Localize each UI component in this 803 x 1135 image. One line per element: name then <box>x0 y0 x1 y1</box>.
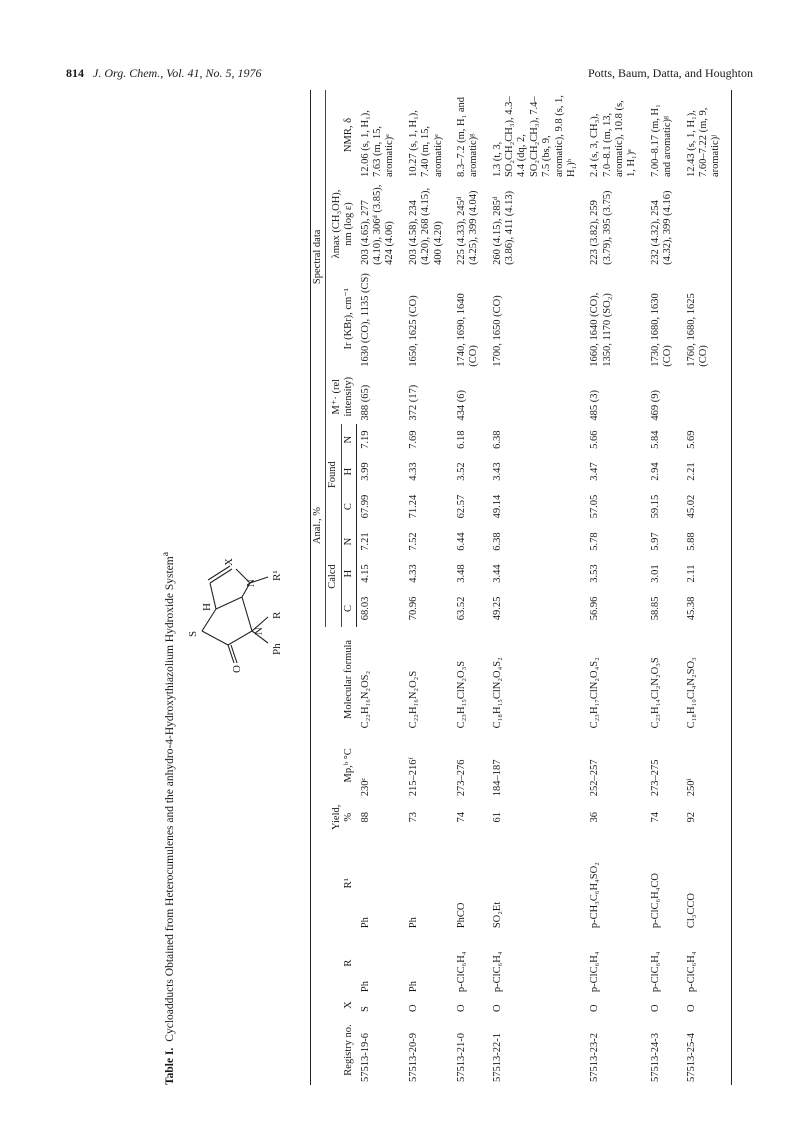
col-ir: Ir (KBr), cm⁻¹ <box>343 288 355 350</box>
header-left <box>66 66 262 81</box>
rotated-table <box>160 90 800 1085</box>
cell-registry: 57513-23-2 <box>589 1033 601 1082</box>
table-footnote-mark: a <box>160 552 171 557</box>
cell-calcd-h: 3.44 <box>491 564 503 583</box>
cell-r: p-ClC₆H₄ <box>649 951 661 993</box>
cell-found-c: 67.99 <box>360 494 372 519</box>
col-mplus: M⁺· (rel intensity) <box>330 376 355 417</box>
cell-calcd-h: 3.53 <box>589 564 601 583</box>
cell-ir: 1650, 1625 (CO) <box>407 295 419 367</box>
cell-uv: 232 (4.32), 254 (4.32), 399 (4.16) <box>649 190 674 265</box>
cell-uv: 225 (4.33), 245ᵈ (4.25), 399 (4.04) <box>455 190 480 265</box>
cell-r1: SO₂Et <box>491 901 503 929</box>
cell-formula: C₁₈H₁₀Cl₄N₂SO₃ <box>683 627 732 731</box>
cell-registry: 57513-21-0 <box>455 1033 467 1082</box>
cell-calcd-c: 56.96 <box>589 596 601 621</box>
cell-found-c: 57.05 <box>589 494 601 519</box>
col-calcd-n: N <box>341 526 356 558</box>
cell-found-c: 71.24 <box>407 494 419 519</box>
cell-registry: 57513-25-4 <box>683 1015 732 1085</box>
cell-found-n: 6.38 <box>491 430 503 449</box>
cell-mp: 273–275 <box>649 759 661 797</box>
cell-formula: C₂₂H₁₆N₂OS₂ <box>359 670 371 729</box>
cell-formula: C₂₃H₁₄Cl₂N₂O₃S <box>649 657 661 729</box>
cell-calcd-h: 3.48 <box>455 564 467 583</box>
table-row <box>453 90 489 1085</box>
cell-r: Ph <box>407 980 419 993</box>
cell-r1: Ph <box>359 917 371 929</box>
cell-found-c: 62.57 <box>455 494 467 519</box>
cell-nmr: 12.06 (s, 1, H₁), 7.63 (m, 15, aromatic)ᵉ <box>359 110 396 178</box>
cell-calcd-n: 6.38 <box>491 532 503 551</box>
cell-calcd-c: 58.85 <box>649 596 661 621</box>
cell-nmr: 12.43 (s, 1, H₁), 7.60–7.22 (m, 9, aromatic)ʲ <box>683 90 732 180</box>
cell-registry: 57513-20-9 <box>407 1033 419 1082</box>
cell-calcd-h: 4.15 <box>360 564 372 583</box>
journal-citation: J. Org. Chem., Vol. 41, No. 5, 1976 <box>93 66 262 80</box>
cell-found-n: 6.18 <box>455 430 467 449</box>
cycloadducts-table <box>310 90 732 1085</box>
cell-formula: C₂₂H₁₆N₂O₂S <box>407 670 419 729</box>
bond <box>231 645 237 663</box>
cell-ir: 1630 (CO), 1135 (CS) <box>359 273 371 367</box>
cell-r: p-ClC₆H₄ <box>455 951 467 993</box>
cell-mp: 250ⁱ <box>683 731 732 799</box>
col-r1: R¹ <box>311 835 357 931</box>
table-row <box>647 90 683 1085</box>
cell-r: p-ClC₆H₄ <box>589 951 601 993</box>
table-body <box>357 90 732 1085</box>
cell-calcd-h: 2.11 <box>683 558 732 590</box>
cell-uv: 203 (4.65), 277 (4.10), 306ᵈ (3.85), 424 (4.06) <box>359 184 396 265</box>
cell-nmr: 2.4 (s, 3, CH₃), 7.0–8.1 (m, 13, aromatic), 10.8 (s, 1, H₁)ᵉ <box>589 100 638 178</box>
atom-n2: N <box>245 579 257 587</box>
cell-ir: 1700, 1650 (CO) <box>491 295 503 367</box>
cell-found-n: 7.69 <box>407 430 419 449</box>
atom-s: S <box>187 630 199 637</box>
cell-x: S <box>359 1006 371 1013</box>
cell-calcd-n: 5.88 <box>683 526 732 558</box>
cell-r: Ph <box>359 980 371 993</box>
cell-x: O <box>683 995 732 1015</box>
cell-yield: 36 <box>589 812 601 823</box>
bond <box>228 645 234 663</box>
cell-mp: 184–187 <box>491 759 503 797</box>
table-title <box>160 552 177 1085</box>
cell-r: p-ClC₆H₄ <box>491 951 503 993</box>
col-nmr: NMR, δ <box>343 117 355 153</box>
atom-x: X <box>223 558 235 566</box>
cell-nmr: 7.00–8.17 (m, H₁ and aromatic)ᵍ <box>649 104 674 178</box>
col-calcd-h: H <box>341 558 356 590</box>
cell-registry: 57513-22-1 <box>491 1033 503 1082</box>
cell-r: p-ClC₆H₄ <box>683 931 732 995</box>
cell-ir: 1730, 1680, 1630 (CO) <box>649 293 674 367</box>
col-formula: Molecular formula <box>311 627 357 731</box>
structure-bonds <box>202 566 268 663</box>
atom-r: R <box>271 611 283 619</box>
cell-calcd-c: 49.25 <box>491 596 503 621</box>
cell-mp: 252–257 <box>589 759 601 797</box>
col-anal: Anal., % <box>311 424 326 628</box>
col-found-c: C <box>341 488 356 526</box>
cell-uv: 260 (4.15), 285ᵈ (3.86), 411 (4.13) <box>491 190 515 265</box>
cell-found-c: 45.02 <box>683 488 732 526</box>
cell-calcd-c: 63.52 <box>455 596 467 621</box>
cell-calcd-n: 5.78 <box>589 532 601 551</box>
col-calcd: Calcd <box>326 526 341 628</box>
atom-o: O <box>231 665 243 673</box>
bond <box>242 597 252 631</box>
cell-mplus: 372 (17) <box>407 384 419 421</box>
cell-yield: 88 <box>359 812 371 823</box>
bond <box>216 597 242 609</box>
col-r: R <box>311 931 357 995</box>
header-row-1 <box>311 90 326 1085</box>
cell-calcd-n: 7.52 <box>407 532 419 551</box>
cell-found-h: 3.52 <box>455 462 467 481</box>
cell-calcd-n: 6.44 <box>455 532 467 551</box>
bond <box>228 631 252 645</box>
bond <box>202 609 216 631</box>
cell-mplus: 434 (6) <box>455 390 467 421</box>
cell-uv: 203 (4.58), 234 (4.20), 268 (4.15), 400 (4.20) <box>407 187 444 265</box>
cell-mp: 215–216ᶠ <box>407 757 419 797</box>
cell-r1: Cl₃CCO <box>683 835 732 931</box>
cell-x: O <box>455 1004 467 1013</box>
col-found: Found <box>326 424 341 526</box>
cell-yield: 61 <box>491 812 503 823</box>
cell-x: O <box>649 1004 661 1013</box>
cell-r1: PhCO <box>455 902 467 929</box>
table-row <box>489 90 587 1085</box>
atom-r1: R¹ <box>271 570 283 581</box>
cell-found-n: 5.66 <box>589 430 601 449</box>
cell-x: O <box>589 1004 601 1013</box>
atom-n1: N <box>253 627 265 635</box>
cell-yield: 73 <box>407 812 419 823</box>
cell-found-c: 59.15 <box>649 494 661 519</box>
cell-found-n: 5.69 <box>683 424 732 456</box>
cell-calcd-c: 68.03 <box>360 596 372 621</box>
cell-calcd-h: 4.33 <box>407 564 419 583</box>
cell-registry: 57513-19-6 <box>359 1033 371 1082</box>
cell-found-h: 3.99 <box>360 462 372 481</box>
atom-ph: Ph <box>271 643 283 655</box>
cell-uv: 223 (3.82), 259 (3.79), 395 (3.75) <box>589 190 613 265</box>
cell-yield: 74 <box>649 812 661 823</box>
cell-r1: p-CH₃C₆H₄SO₂ <box>589 862 601 929</box>
cell-found-h: 2.94 <box>649 462 661 481</box>
col-uv: λmax (CH₃OH), nm (log ε) <box>330 189 355 259</box>
cell-mplus: 469 (9) <box>649 390 661 421</box>
cell-nmr: 8.3–7.2 (m, H₁ and aromatic)ᵍ <box>455 96 480 178</box>
cell-nmr: 1.3 (t, 3, SO₂CH₂CH₃), 4.3–4.4 (dq, 2, SO₂CH₂CH₃), 7.4–7.5 (bs, 9, aromatic), 9.8 (s, 1, H₁)ʰ <box>491 95 577 178</box>
authors-line: Potts, Baum, Datta, and Houghton <box>588 66 753 80</box>
cell-mp: 273–276 <box>455 759 467 797</box>
cell-r1: Ph <box>407 917 419 929</box>
cell-calcd-c: 45.38 <box>683 590 732 628</box>
col-found-h: H <box>341 456 356 488</box>
cell-nmr: 10.27 (s, 1, H₁), 7.40 (m, 15, aromatic)ᵉ <box>407 110 444 178</box>
table-row <box>405 90 453 1085</box>
cell-found-h: 3.43 <box>491 462 503 481</box>
atom-h: H <box>201 603 213 611</box>
cell-x: O <box>407 1004 419 1013</box>
col-registry: Registry no. <box>311 1015 357 1085</box>
table-head <box>311 90 357 1085</box>
cell-found-c: 49.14 <box>491 494 503 519</box>
cell-found-n: 7.19 <box>360 430 372 449</box>
cell-registry: 57513-24-3 <box>649 1033 661 1082</box>
cell-mplus <box>683 370 732 424</box>
col-spectral: Spectral data <box>311 90 326 424</box>
cell-yield: 92 <box>683 799 732 835</box>
cell-uv <box>683 180 732 268</box>
bond <box>202 631 228 645</box>
cell-found-n: 5.84 <box>649 430 661 449</box>
col-x: X <box>311 995 357 1015</box>
table-title-text: Cycloadducts Obtained from Heterocumulenes and the anhydro-4-Hydroxythiazolium Hydroxide System <box>163 556 176 1042</box>
cell-yield: 74 <box>455 812 467 823</box>
rotated-table-region <box>160 90 800 1085</box>
cell-r1: p-ClC₆H₄CO <box>649 873 661 929</box>
cell-ir: 1760, 1680, 1625 (CO) <box>683 268 732 370</box>
cell-mplus <box>489 370 587 424</box>
cell-x: O <box>491 1004 503 1013</box>
page-number: 814 <box>66 66 84 80</box>
cell-formula: C₁₈H₁₅ClN₂O₄S₂ <box>491 657 503 729</box>
thiazole-structure-diagram <box>184 525 302 705</box>
cell-ir: 1740, 1690, 1640 (CO) <box>455 293 480 367</box>
col-yield: Yield, % <box>311 799 357 835</box>
cell-calcd-n: 5.97 <box>649 532 661 551</box>
table-label: Table I. <box>163 1047 176 1085</box>
cell-mplus: 485 (3) <box>589 390 601 421</box>
cell-calcd-c: 70.96 <box>407 596 419 621</box>
cell-formula: C₂₃H₁₇ClN₂O₄S₂ <box>589 657 601 729</box>
cell-mplus: 388 (65) <box>359 384 371 421</box>
cell-found-h: 2.21 <box>683 456 732 488</box>
cell-calcd-n: 7.21 <box>360 532 372 551</box>
cell-ir: 1660, 1640 (CO), 1350, 1170 (SO₂) <box>589 292 613 367</box>
table-row <box>683 90 732 1085</box>
cell-found-h: 4.33 <box>407 462 419 481</box>
table-row <box>357 90 405 1085</box>
col-found-n: N <box>341 424 356 456</box>
table-row <box>586 90 647 1085</box>
col-mp: Mp,ᵇ °C <box>311 731 357 799</box>
cell-found-h: 3.47 <box>589 462 601 481</box>
cell-formula: C₂₃H₁₅ClN₂O₃S <box>455 660 467 729</box>
col-calcd-c: C <box>341 590 356 628</box>
cell-mp: 230ᶜ <box>359 777 371 797</box>
cell-calcd-h: 3.01 <box>649 564 661 583</box>
